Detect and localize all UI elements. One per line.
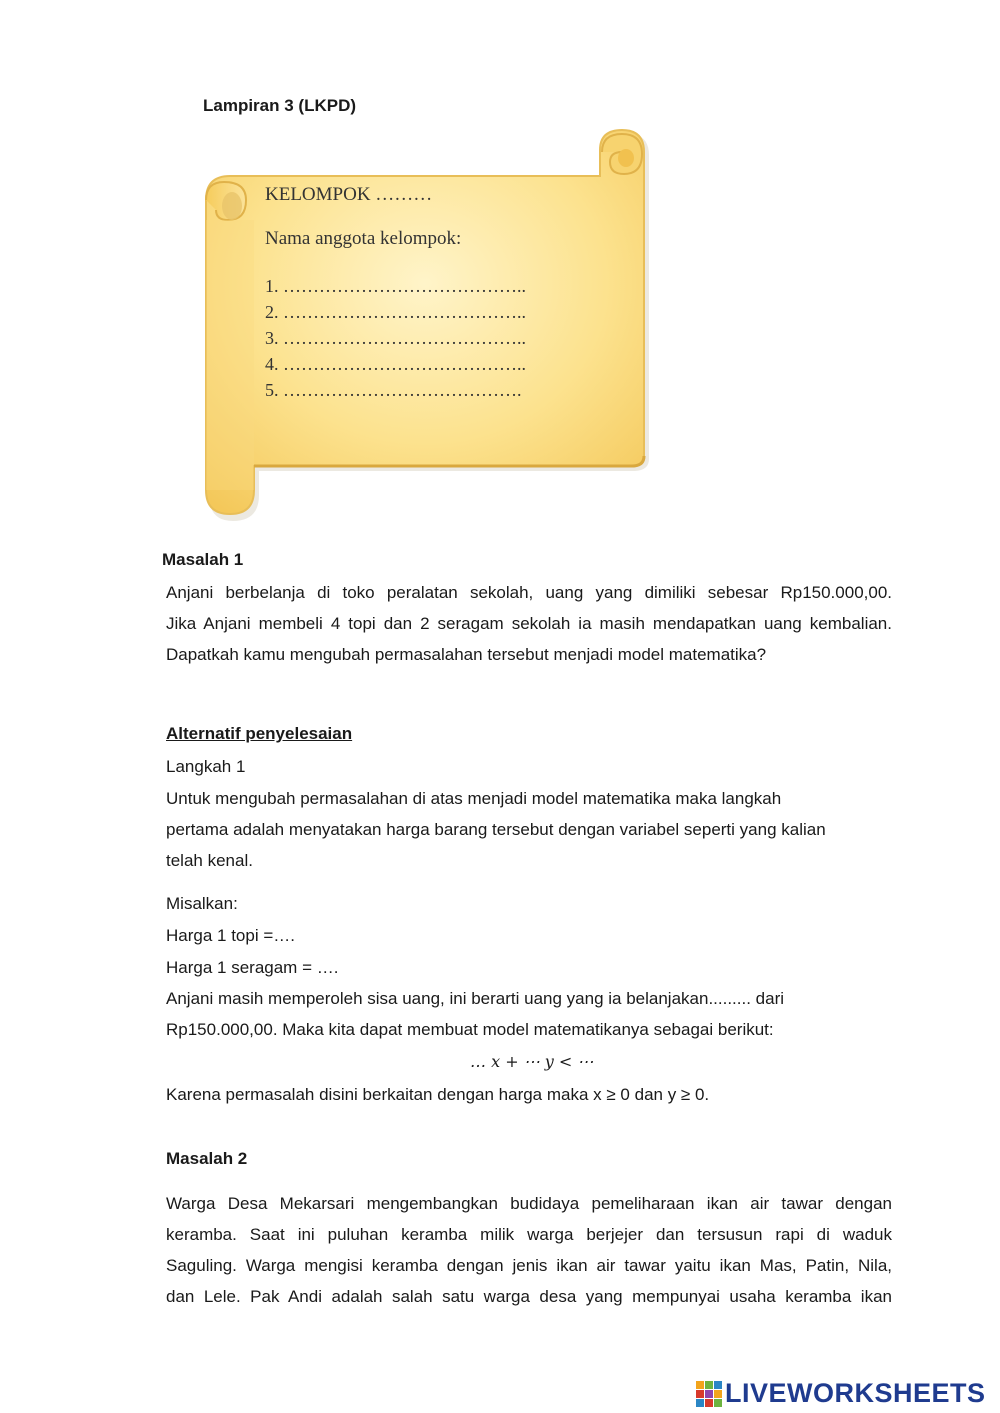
member-line-5[interactable]: 5. ………………………………….: [265, 380, 522, 400]
problem2-line-4: dan Lele. Pak Andi adalah salah satu warga desa yang mempunyai usaha keramba ikan: [166, 1287, 892, 1306]
step-label: Langkah 1: [166, 757, 246, 776]
problem1-line-2: Jika Anjani membeli 4 topi dan 2 seragam sekolah ia masih mendapatkan uang kembalian.: [166, 614, 892, 633]
problem1-line-3: Dapatkah kamu mengubah permasalahan tersebut menjadi model matematika?: [166, 645, 767, 664]
hat-price-line[interactable]: Harga 1 topi =….: [166, 926, 295, 945]
remain-text: [166, 983, 896, 1045]
formula[interactable]: … 𝑥 + ⋯ 𝑦 < ⋯: [470, 1052, 594, 1071]
liveworksheets-logo: [696, 1378, 986, 1409]
constraint-line: Karena permasalah disini berkaitan dengan harga maka x ≥ 0 dan y ≥ 0.: [166, 1085, 710, 1104]
problem1-line-1: Anjani berbelanja di toko peralatan sekolah, uang yang dimiliki sebesar Rp150.000,00.: [166, 583, 892, 602]
group-label: KELOMPOK ………: [265, 184, 433, 205]
page-title: Lampiran 3 (LKPD): [203, 96, 357, 115]
intro-line-3: telah kenal.: [166, 851, 253, 870]
problem1-title: Masalah 1: [162, 550, 244, 569]
remain-line-2: Rp150.000,00. Maka kita dapat membuat model matematikanya sebagai berikut:: [166, 1020, 774, 1039]
member-line-3[interactable]: 3. …………………………………..: [265, 328, 526, 348]
problem2-title: Masalah 2: [166, 1149, 248, 1168]
members-label: Nama anggota kelompok:: [265, 228, 462, 249]
member-line-2[interactable]: 2. …………………………………..: [265, 302, 526, 322]
solution-intro: [166, 783, 896, 876]
let-label: Misalkan:: [166, 894, 238, 913]
problem1-text: [166, 577, 892, 670]
brand-name: LIVEWORKSHEETS: [725, 1378, 986, 1408]
intro-line-2: pertama adalah menyatakan harga barang tersebut dengan variabel seperti yang kalian: [166, 820, 826, 839]
member-line-4[interactable]: 4. …………………………………..: [265, 354, 526, 374]
remain-line-1[interactable]: Anjani masih memperoleh sisa uang, ini berarti uang yang ia belanjakan......... dari: [166, 989, 785, 1008]
problem2-line-2: keramba. Saat ini puluhan keramba milik warga berjejer dan tersusun rapi di waduk: [166, 1225, 892, 1244]
problem2-line-3: Saguling. Warga mengisi keramba dengan jenis ikan air tawar yaitu ikan Mas, Patin, Nila,: [166, 1256, 892, 1275]
intro-line-1: Untuk mengubah permasalahan di atas menjadi model matematika maka langkah: [166, 789, 782, 808]
solution-title: Alternatif penyelesaian: [166, 724, 353, 743]
uniform-price-line[interactable]: Harga 1 seragam = ….: [166, 958, 339, 977]
liveworksheets-mark-icon: [696, 1381, 722, 1407]
member-list: [265, 273, 526, 403]
member-line-1[interactable]: 1. …………………………………..: [265, 276, 526, 296]
problem2-line-1: Warga Desa Mekarsari mengembangkan budidaya pemeliharaan ikan air tawar dengan: [166, 1194, 892, 1213]
problem2-text: [166, 1188, 892, 1312]
